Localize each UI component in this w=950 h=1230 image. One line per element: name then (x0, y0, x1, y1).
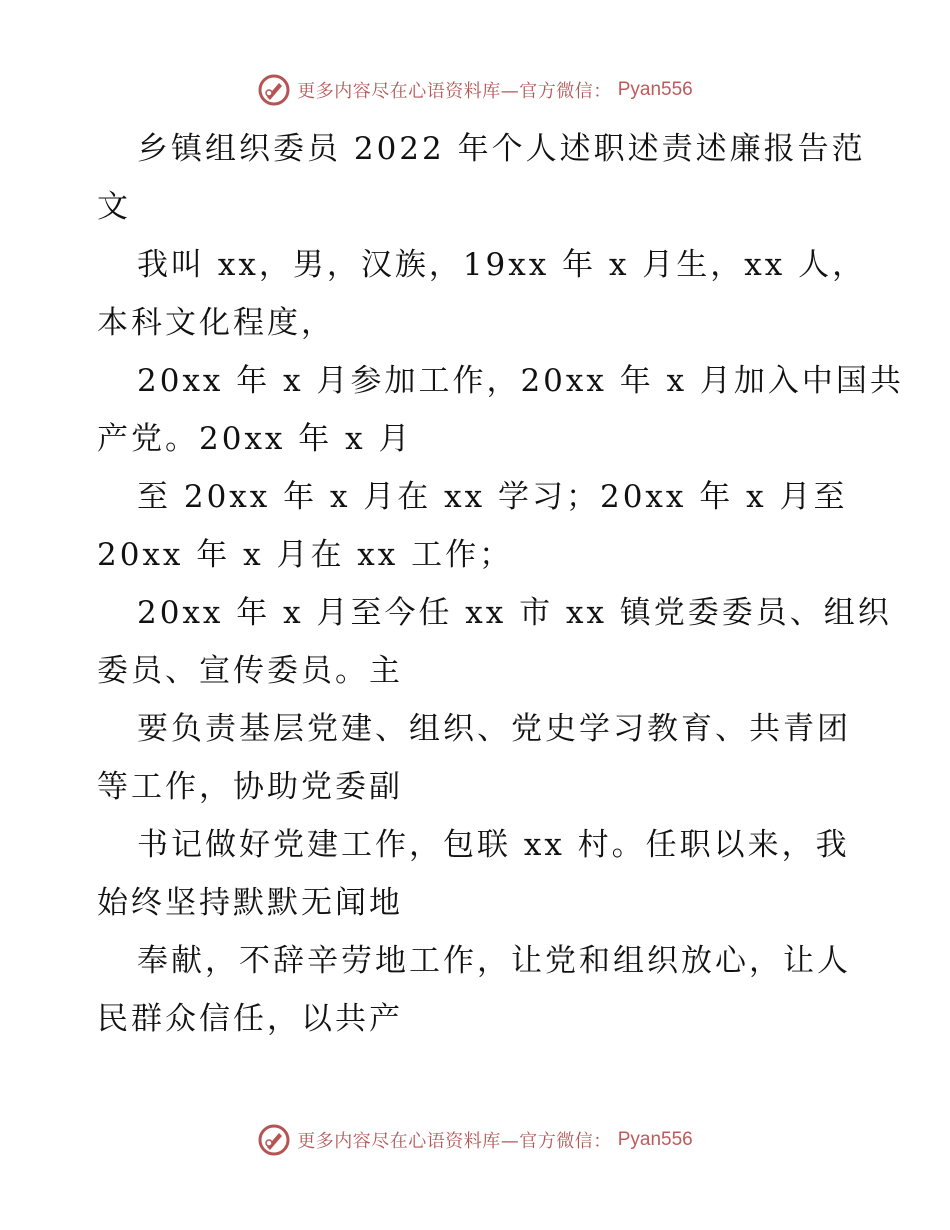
title-paragraph (97, 120, 866, 236)
watermark-wechat-id: Pyan556 (617, 1129, 693, 1150)
pen-logo-icon (257, 73, 291, 107)
paragraph-line: 委员、宣传委员。主 (97, 653, 403, 689)
paragraph-line: 乡镇组织委员 2022 年个人述职述责述廉报告范 (137, 131, 866, 167)
body-paragraph (97, 932, 857, 1048)
body-paragraph (97, 468, 857, 584)
body-paragraph (97, 236, 867, 352)
paragraph-line: 文 (97, 189, 131, 225)
paragraph-line: 始终坚持默默无闻地 (97, 885, 403, 921)
paragraph-line: 20xx 年 x 月在 xx 工作； (97, 537, 514, 573)
body-paragraph (97, 816, 857, 932)
paragraph-line: 20xx 年 x 月至今任 xx 市 xx 镇党委委员、组织 (137, 595, 892, 631)
document-body (97, 120, 904, 1048)
watermark-text: 更多内容尽在心语资料库—官方微信： (297, 1131, 612, 1152)
watermark-wechat-id: Pyan556 (617, 79, 693, 100)
body-paragraph (97, 584, 892, 700)
body-paragraph (97, 700, 857, 816)
pen-logo-icon (257, 1123, 291, 1157)
paragraph-line: 20xx 年 x 月参加工作，20xx 年 x 月加入中国共 (137, 363, 904, 399)
header-watermark (0, 70, 950, 110)
paragraph-line: 奉献，不辞辛劳地工作，让党和组织放心，让人 (137, 943, 851, 979)
watermark-text: 更多内容尽在心语资料库—官方微信： (297, 81, 612, 102)
paragraph-line: 等工作，协助党委副 (97, 769, 403, 805)
paragraph-line: 民群众信任，以共产 (97, 1001, 403, 1037)
paragraph-line: 我叫 xx，男，汉族，19xx 年 x 月生，xx 人， (137, 247, 867, 283)
body-paragraph (97, 352, 904, 468)
paragraph-line: 至 20xx 年 x 月在 xx 学习；20xx 年 x 月至 (137, 479, 848, 515)
paragraph-line: 要负责基层党建、组织、党史学习教育、共青团 (137, 711, 851, 747)
footer-watermark (0, 1120, 950, 1160)
paragraph-line: 书记做好党建工作，包联 xx 村。任职以来，我 (137, 827, 850, 863)
paragraph-line: 产党。20xx 年 x 月 (97, 421, 413, 457)
paragraph-line: 本科文化程度， (97, 305, 335, 341)
